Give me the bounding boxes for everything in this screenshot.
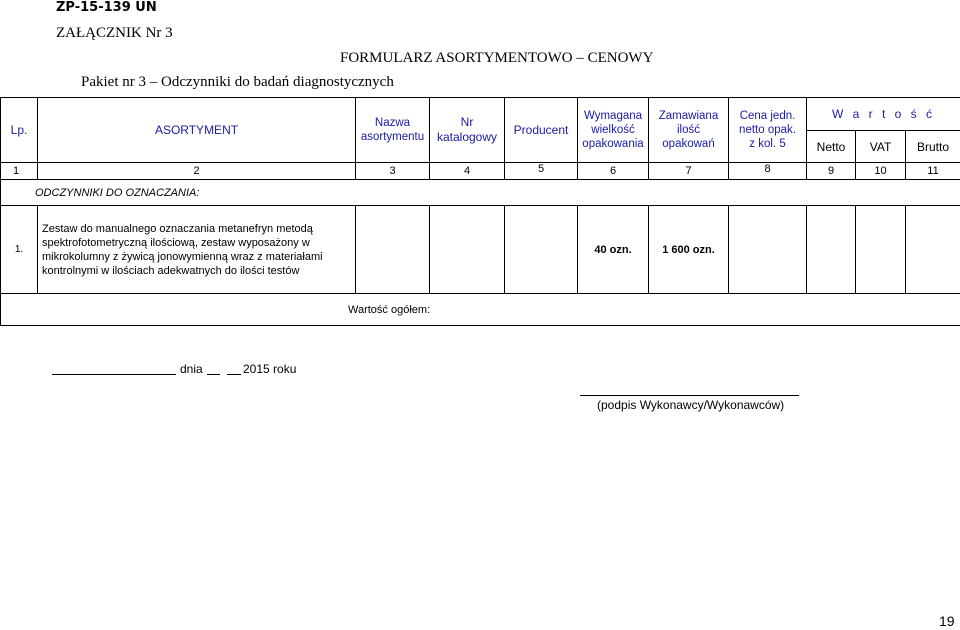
form-title: FORMULARZ ASORTYMENTOWO – CENOWY xyxy=(340,50,654,66)
header-asortyment-label: ASORTYMENT xyxy=(154,123,239,137)
column-numbers-row xyxy=(1,163,960,180)
header-zamawiana-line1: Zamawiana xyxy=(658,110,719,122)
header-wartosc-label: W a r t o ś ć xyxy=(831,107,935,121)
row-producent-cell xyxy=(505,206,578,294)
header-lp xyxy=(1,98,38,163)
header-wartosc xyxy=(807,98,960,131)
header-nr-line2: katalogowy xyxy=(436,130,498,144)
date-day-line xyxy=(207,374,220,375)
header-vat-label: VAT xyxy=(869,139,892,154)
row-nazwa-cell xyxy=(356,206,430,294)
row-pack-size: 40 ozn. xyxy=(578,206,649,294)
header-producent xyxy=(505,98,578,163)
row-brutto-cell xyxy=(906,206,960,294)
table-row xyxy=(1,206,960,294)
colnum-8: 8 xyxy=(729,163,807,180)
colnum-2: 2 xyxy=(38,163,356,180)
colnum-5: 5 xyxy=(505,163,578,180)
document-code: ZP-15-139 UN xyxy=(56,0,157,15)
header-zamawiana-line2: ilość xyxy=(676,124,700,136)
header-cena-line3: z kol. 5 xyxy=(749,138,786,150)
date-label: dnia xyxy=(180,362,203,376)
header-nazwa-line1: Nazwa xyxy=(374,117,411,129)
header-asortyment xyxy=(38,98,356,163)
colnum-1: 1 xyxy=(1,163,38,180)
header-nr-line1: Nr xyxy=(460,115,474,129)
colnum-11: 11 xyxy=(906,163,960,180)
date-year: 2015 roku xyxy=(243,362,297,376)
header-wymagana-line1: Wymagana xyxy=(583,110,643,122)
header-nr xyxy=(430,98,505,163)
header-cena-line2: netto opak. xyxy=(739,124,796,136)
colnum-10: 10 xyxy=(856,163,906,180)
row-price-cell xyxy=(729,206,807,294)
header-nazwa xyxy=(356,98,430,163)
header-wymagana-line2: wielkość xyxy=(591,124,635,136)
header-lp-label: Lp. xyxy=(10,123,28,137)
place-signature-line xyxy=(52,374,176,375)
header-nazwa-line2: asortymentu xyxy=(360,131,425,143)
header-producent-label: Producent xyxy=(513,123,569,137)
page-number: 19 xyxy=(939,613,955,629)
header-cena xyxy=(729,98,807,163)
header-netto xyxy=(807,131,856,163)
header-netto-label: Netto xyxy=(816,139,846,154)
header-vat xyxy=(856,131,906,163)
row-netto-cell xyxy=(807,206,856,294)
row-quantity: 1 600 ozn. xyxy=(649,206,729,294)
package-title: Pakiet nr 3 – Odczynniki do badań diagnostycznych xyxy=(81,74,394,90)
header-brutto-label: Brutto xyxy=(916,139,949,154)
colnum-7: 7 xyxy=(649,163,729,180)
header-zamawiana xyxy=(649,98,729,163)
header-cena-line1: Cena jedn. xyxy=(739,110,796,122)
header-zamawiana-line3: opakowań xyxy=(662,138,715,150)
price-form-table xyxy=(0,97,960,326)
header-brutto xyxy=(906,131,960,163)
annex-title: ZAŁĄCZNIK Nr 3 xyxy=(56,25,173,41)
row-nr-cell xyxy=(430,206,505,294)
signature-caption: (podpis Wykonawcy/Wykonawców) xyxy=(597,398,785,412)
colnum-6: 6 xyxy=(578,163,649,180)
row-vat-cell xyxy=(856,206,906,294)
colnum-4: 4 xyxy=(430,163,505,180)
signature-line xyxy=(580,395,799,396)
colnum-3: 3 xyxy=(356,163,430,180)
total-label: Wartość ogółem: xyxy=(1,294,960,326)
header-wymagana xyxy=(578,98,649,163)
header-wymagana-line3: opakowania xyxy=(582,138,644,150)
row-description: Zestaw do manualnego oznaczania metanefryn metodą spektrofotometryczną ilościową, zestaw wyposażony w mikrokolumny z żywicą jonowymienną wraz z materiałami kontrolnymi w ilościach adekwatnych do ilości testów xyxy=(38,206,356,294)
date-month-line xyxy=(227,374,241,375)
row-lp: 1. xyxy=(1,206,38,294)
section-label: ODCZYNNIKI DO OZNACZANIA: xyxy=(1,180,960,206)
colnum-9: 9 xyxy=(807,163,856,180)
